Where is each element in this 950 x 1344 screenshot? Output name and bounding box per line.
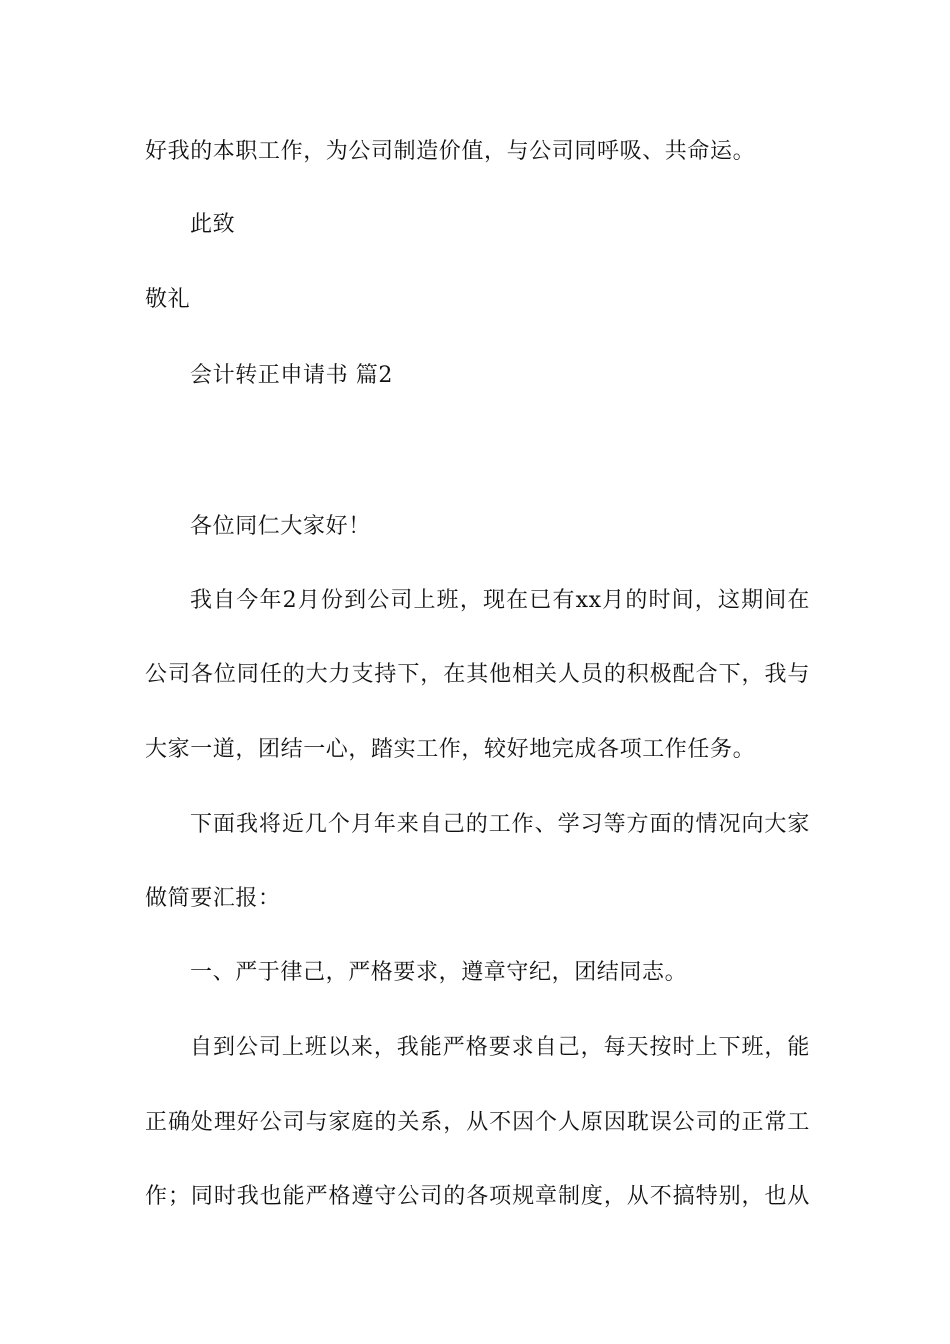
paragraph-line: 做简要汇报：: [145, 886, 281, 911]
greeting: 各位同仁大家好！: [190, 514, 371, 539]
closing-regards: 敬礼: [145, 287, 191, 312]
paragraph-line: 正确处理好公司与家庭的关系，从不因个人原因耽误公司的正常工: [145, 1110, 810, 1135]
paragraph-line: 我自今年2月份到公司上班，现在已有xx月的时间，这期间在: [190, 588, 810, 613]
paragraph-line: 大家一道，团结一心，踏实工作，较好地完成各项工作任务。: [145, 737, 756, 762]
paragraph-line: 作；同时我也能严格遵守公司的各项规章制度，从不搞特别，也从: [145, 1184, 810, 1209]
paragraph-line: 好我的本职工作，为公司制造价值，与公司同呼吸、共命运。: [145, 139, 756, 164]
paragraph-line: 自到公司上班以来，我能严格要求自己，每天按时上下班，能: [190, 1035, 810, 1060]
subheading: 一、严于律己，严格要求，遵章守纪，团结同志。: [190, 960, 688, 985]
section-title: 会计转正申请书 篇2: [190, 363, 393, 388]
paragraph-line: 下面我将近几个月年来自己的工作、学习等方面的情况向大家: [190, 812, 810, 837]
paragraph-line: 公司各位同任的大力支持下，在其他相关人员的积极配合下，我与: [145, 662, 810, 687]
closing-salutation: 此致: [190, 212, 236, 237]
